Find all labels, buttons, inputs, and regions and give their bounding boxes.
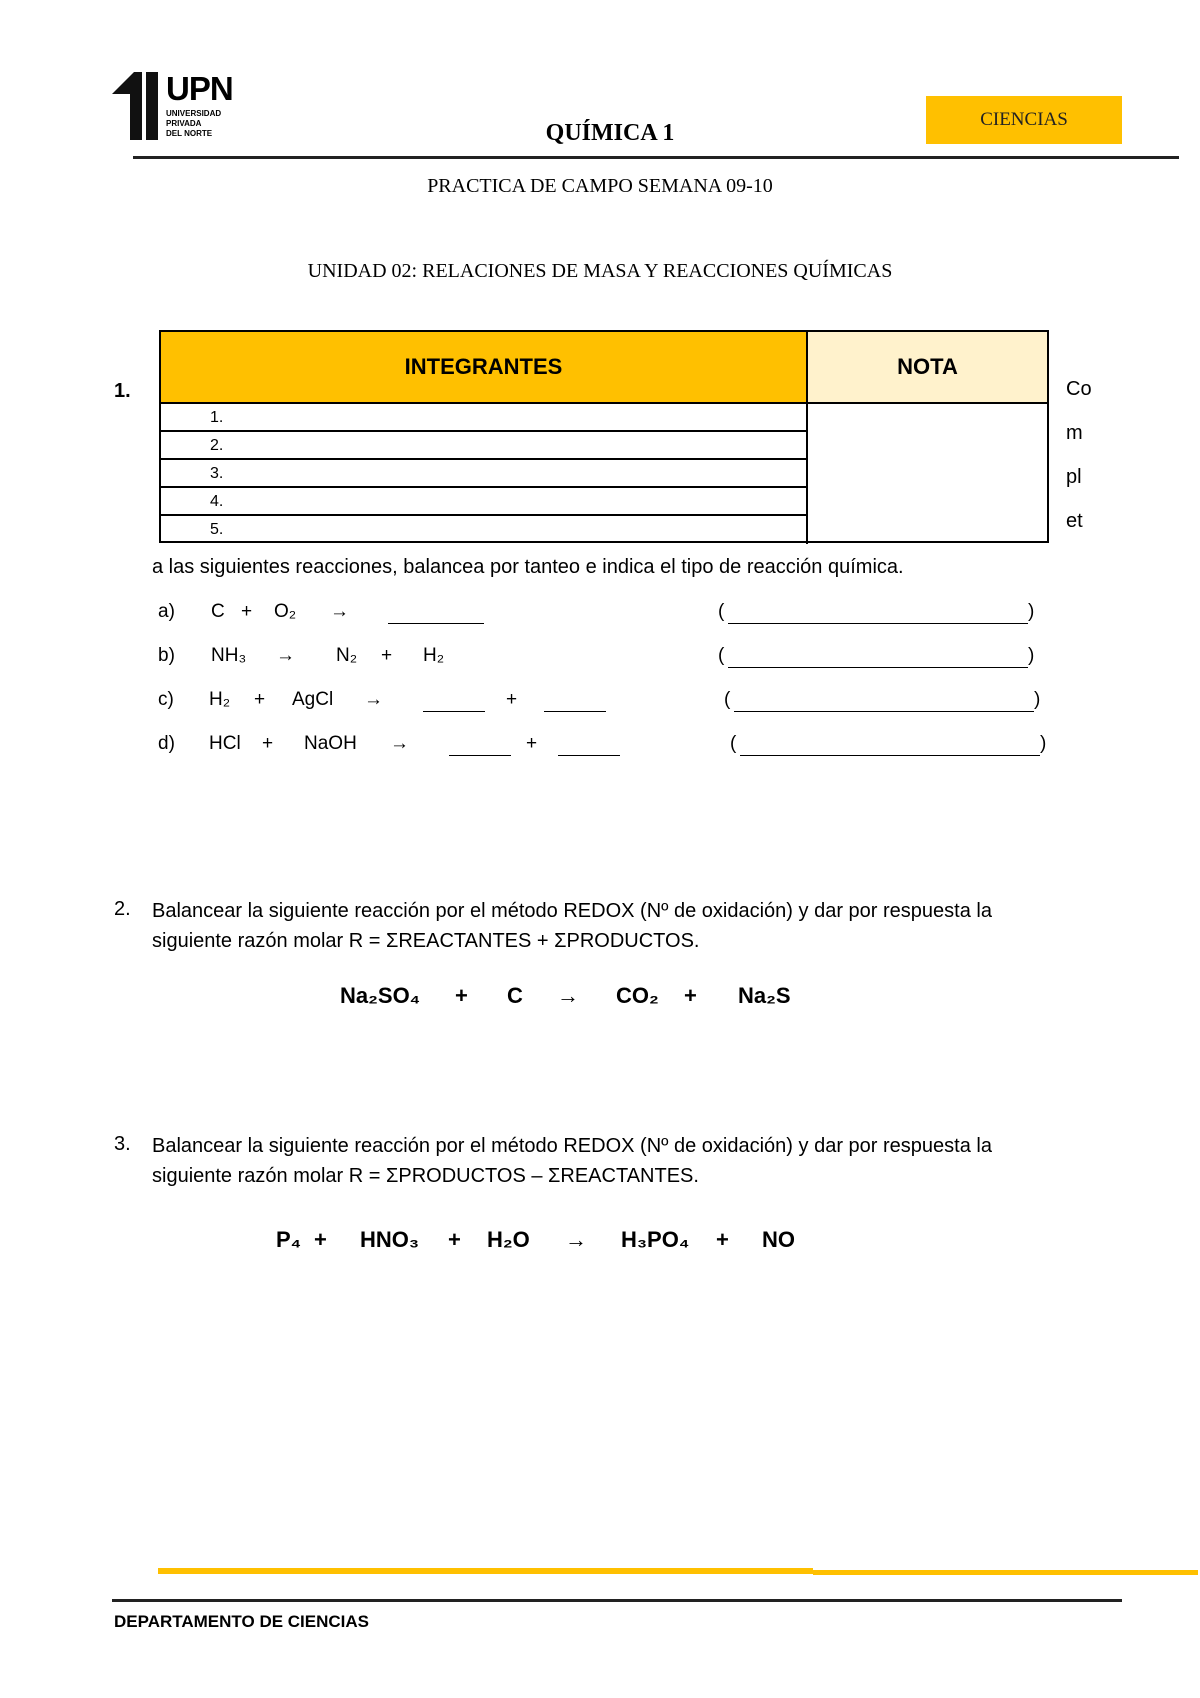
reaction-a — [158, 601, 1058, 631]
q3-text — [152, 1131, 1102, 1191]
plus-sign: + — [526, 733, 538, 754]
side-fragment: et — [1066, 510, 1083, 532]
paren-open: ( — [718, 645, 725, 666]
eq-plus: + — [455, 983, 468, 1008]
practice-title: PRACTICA DE CAMPO SEMANA 09-10 — [427, 175, 773, 197]
eq-term: C — [507, 983, 523, 1008]
eq-plus: + — [314, 1227, 327, 1252]
members-table — [159, 330, 1049, 543]
nota-header: NOTA — [808, 332, 1047, 404]
eq-term: H₃PO₄ — [621, 1227, 690, 1252]
reactant: C — [211, 601, 225, 622]
eq-arrow: → — [565, 1227, 587, 1252]
footer-rule — [112, 1599, 1122, 1602]
reactant: HCl — [209, 733, 241, 754]
reaction-d — [158, 733, 1058, 763]
q1-number: 1. — [114, 380, 131, 402]
eq-arrow: → — [557, 983, 579, 1008]
integrantes-header: INTEGRANTES — [161, 332, 808, 404]
eq-term: NO — [762, 1227, 795, 1252]
q3-equation — [276, 1227, 836, 1259]
arrow: → — [276, 645, 295, 666]
eq-term: P₄ — [276, 1227, 302, 1252]
arrow: → — [364, 689, 383, 710]
q3-line2: siguiente razón molar R = ΣPRODUCTOS – ΣREACTANTES. — [152, 1165, 699, 1187]
reaction-b — [158, 645, 1058, 675]
course-title: QUÍMICA 1 — [545, 120, 675, 146]
q2-number: 2. — [114, 898, 131, 920]
q2-equation — [340, 983, 840, 1015]
reaction-label: b) — [158, 645, 175, 666]
product: H₂ — [423, 645, 445, 666]
reaction-label: a) — [158, 601, 175, 622]
plus-sign: + — [262, 733, 274, 754]
paren-close: ) — [1034, 689, 1041, 710]
paren-open: ( — [724, 689, 731, 710]
answer-blank[interactable] — [558, 733, 620, 756]
arrow: → — [390, 733, 409, 754]
footer-accent-bar — [813, 1570, 1198, 1575]
member-row[interactable]: 4. — [161, 488, 808, 516]
reaction-type-blank[interactable] — [734, 689, 1034, 712]
side-fragment: m — [1066, 422, 1083, 444]
header-rule — [133, 156, 1179, 159]
answer-blank[interactable] — [423, 689, 485, 712]
member-row[interactable]: 2. — [161, 432, 808, 460]
q2-line2: siguiente razón molar R = ΣREACTANTES + ΣPRODUCTOS. — [152, 930, 700, 952]
plus-sign: + — [241, 601, 253, 622]
reactant: NaOH — [304, 733, 357, 754]
plus-sign: + — [506, 689, 518, 710]
reaction-label: d) — [158, 733, 175, 754]
eq-plus: + — [684, 983, 697, 1008]
logo-subtext: UNIVERSIDAD PRIVADA DEL NORTE — [166, 109, 222, 138]
reaction-type-blank[interactable] — [740, 733, 1040, 756]
q1-instruction: a las siguientes reacciones, balancea por tanteo e indica el tipo de reacción química. — [152, 556, 904, 578]
eq-term: HNO₃ — [360, 1227, 420, 1252]
q3-number: 3. — [114, 1133, 131, 1155]
unit-title: UNIDAD 02: RELACIONES DE MASA Y REACCIONES QUÍMICAS — [307, 260, 893, 282]
paren-close: ) — [1028, 601, 1035, 622]
eq-term: CO₂ — [616, 983, 659, 1008]
eq-term: Na₂SO₄ — [340, 983, 421, 1008]
reaction-type-blank[interactable] — [728, 645, 1028, 668]
eq-term: H₂O — [487, 1227, 530, 1252]
reaction-type-blank[interactable] — [728, 601, 1028, 624]
paren-close: ) — [1028, 645, 1035, 666]
side-fragment: pl — [1066, 466, 1082, 488]
logo-text: UPN — [166, 70, 233, 107]
reaction-label: c) — [158, 689, 174, 710]
member-row[interactable]: 1. — [161, 404, 808, 432]
reactant: AgCl — [292, 689, 334, 710]
member-row[interactable]: 5. — [161, 516, 808, 544]
reactant: NH₃ — [211, 645, 247, 666]
eq-term: Na₂S — [738, 983, 791, 1008]
footer-accent-bar — [158, 1568, 813, 1574]
footer-department: DEPARTAMENTO DE CIENCIAS — [114, 1612, 370, 1631]
member-row[interactable]: 3. — [161, 460, 808, 488]
paren-open: ( — [730, 733, 737, 754]
answer-blank[interactable] — [544, 689, 606, 712]
arrow: → — [330, 601, 349, 622]
reactant: H₂ — [209, 689, 231, 710]
nota-cell[interactable] — [808, 404, 1047, 541]
product: N₂ — [336, 645, 358, 666]
q2-line1: Balancear la siguiente reacción por el método REDOX (Nº de oxidación) y dar por respuesta la — [152, 900, 992, 922]
plus-sign: + — [381, 645, 393, 666]
reaction-c — [158, 689, 1058, 719]
eq-plus: + — [716, 1227, 729, 1252]
answer-blank[interactable] — [449, 733, 511, 756]
q2-text — [152, 896, 1102, 956]
ciencias-badge: CIENCIAS — [926, 96, 1122, 144]
paren-open: ( — [718, 601, 725, 622]
side-fragment: Co — [1066, 378, 1092, 400]
eq-plus: + — [448, 1227, 461, 1252]
q3-line1: Balancear la siguiente reacción por el método REDOX (Nº de oxidación) y dar por respuesta la — [152, 1135, 992, 1157]
reactant: O₂ — [274, 601, 297, 622]
paren-close: ) — [1040, 733, 1047, 754]
answer-blank[interactable] — [388, 601, 484, 624]
plus-sign: + — [254, 689, 266, 710]
